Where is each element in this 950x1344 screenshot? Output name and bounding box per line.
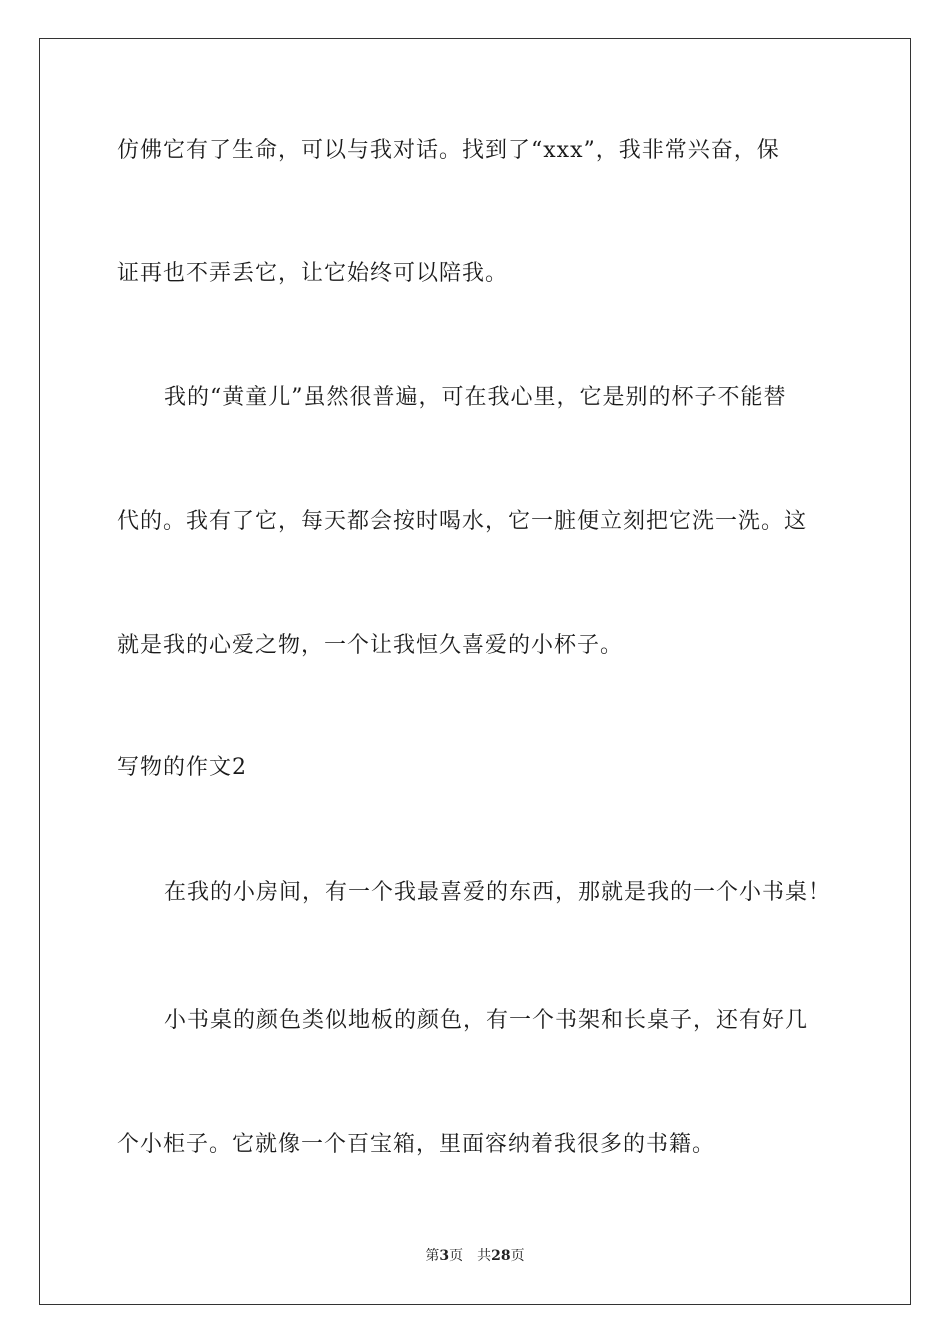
paragraph-line: 在我的小房间，有一个我最喜爱的东西，那就是我的一个小书桌！: [164, 880, 832, 905]
page-suffix: 页: [449, 1248, 464, 1264]
paragraph-line: 就是我的心爱之物，一个让我恒久喜爱的小杯子。: [117, 633, 624, 658]
page-footer: [0, 1247, 950, 1265]
total-suffix: 页: [510, 1248, 525, 1264]
page-border: [39, 38, 911, 1305]
paragraph-line: 个小柜子。它就像一个百宝箱，里面容纳着我很多的书籍。: [117, 1132, 716, 1157]
paragraph-line: 我的“黄童儿”虽然很普遍，可在我心里，它是别的杯子不能替: [164, 385, 787, 410]
paragraph-line: 证再也不弄丢它，让它始终可以陪我。: [117, 261, 509, 286]
total-pages: 28: [491, 1248, 511, 1264]
paragraph-line: 代的。我有了它，每天都会按时喝水，它一脏便立刻把它洗一洗。这: [117, 509, 808, 534]
page-number: 3: [439, 1248, 450, 1264]
paragraph-line: 仿佛它有了生命，可以与我对话。找到了“xxx”，我非常兴奋，保: [117, 138, 780, 163]
page-prefix: 第: [425, 1248, 440, 1264]
total-prefix: 共: [477, 1248, 492, 1264]
section-heading: 写物的作文2: [117, 755, 247, 780]
paragraph-line: 小书桌的颜色类似地板的颜色，有一个书架和长桌子，还有好几: [164, 1008, 809, 1033]
